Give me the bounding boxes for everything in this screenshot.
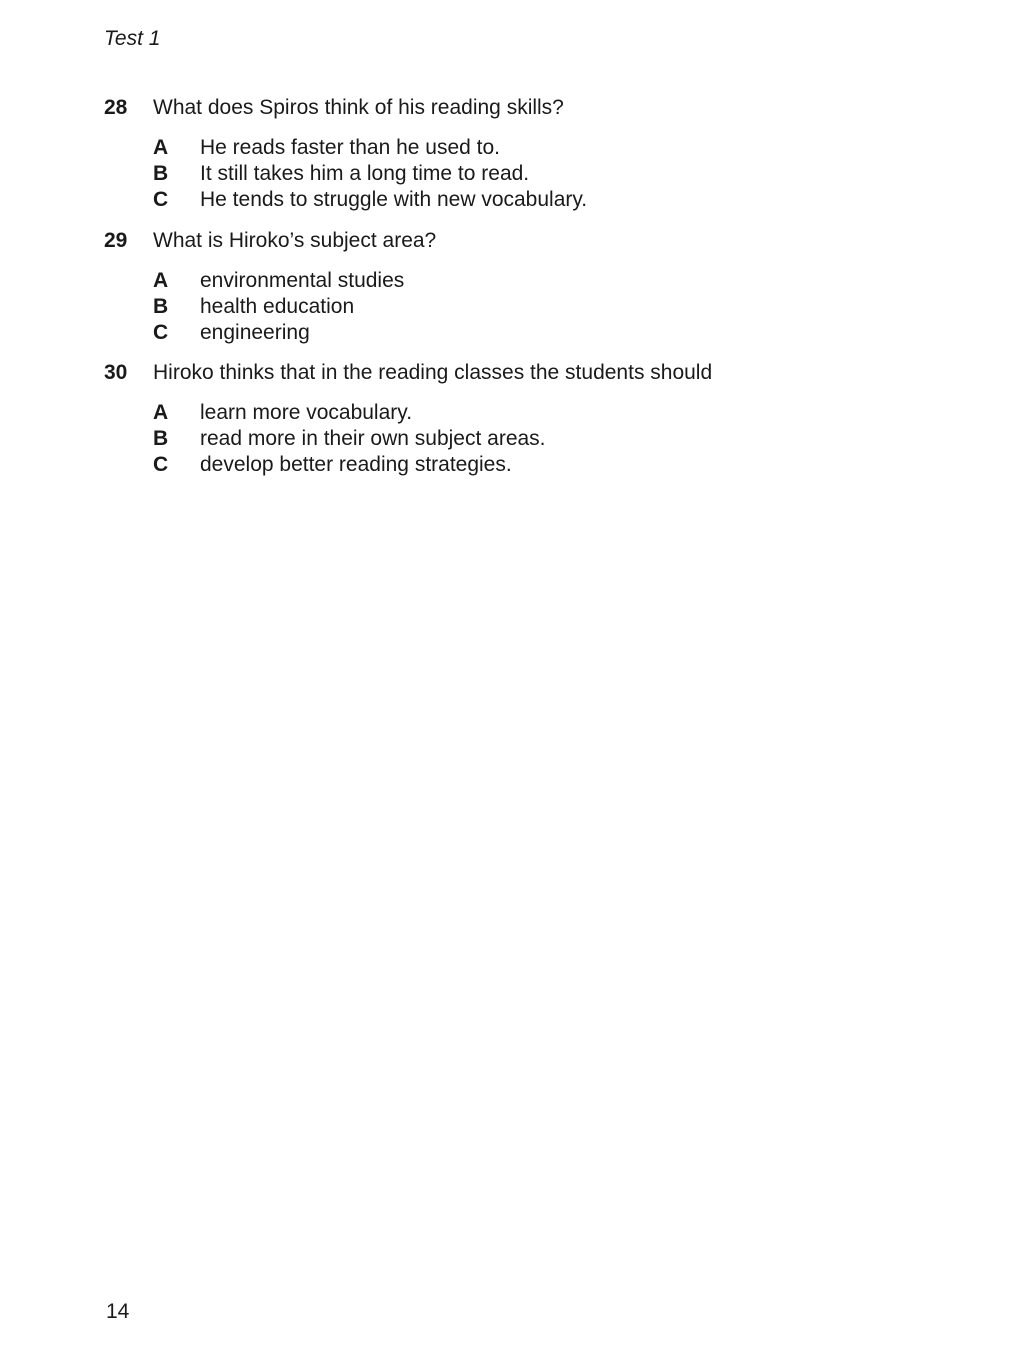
page-header: Test 1 — [104, 27, 161, 50]
option-letter: A — [153, 401, 169, 424]
question-text: What is Hiroko’s subject area? — [153, 229, 437, 252]
option-letter: A — [153, 269, 169, 292]
option-letter: C — [153, 188, 169, 211]
question-30 — [104, 360, 904, 478]
question-number: 29 — [104, 229, 128, 252]
option-list — [153, 400, 904, 478]
option-a[interactable] — [153, 135, 904, 161]
option-letter: B — [153, 295, 169, 318]
option-b[interactable] — [153, 294, 904, 320]
question-text: Hiroko thinks that in the reading classes the students should — [153, 361, 713, 384]
option-text: It still takes him a long time to read. — [200, 162, 530, 185]
option-text: learn more vocabulary. — [200, 401, 413, 424]
option-c[interactable] — [153, 187, 904, 213]
question-text: What does Spiros think of his reading skills? — [153, 96, 564, 119]
question-number: 30 — [104, 361, 128, 384]
question-heading — [104, 95, 904, 121]
option-letter: C — [153, 321, 169, 344]
option-b[interactable] — [153, 426, 904, 452]
option-c[interactable] — [153, 320, 904, 346]
option-text: develop better reading strategies. — [200, 453, 512, 476]
option-text: engineering — [200, 321, 310, 344]
option-b[interactable] — [153, 161, 904, 187]
option-text: He tends to struggle with new vocabulary. — [200, 188, 588, 211]
question-29 — [104, 228, 904, 346]
option-a[interactable] — [153, 400, 904, 426]
option-text: health education — [200, 295, 355, 318]
page-number: 14 — [106, 1300, 130, 1323]
option-a[interactable] — [153, 268, 904, 294]
option-letter: A — [153, 136, 169, 159]
option-letter: C — [153, 453, 169, 476]
option-text: read more in their own subject areas. — [200, 427, 546, 450]
question-number: 28 — [104, 96, 128, 119]
question-28 — [104, 95, 904, 213]
option-list — [153, 268, 904, 346]
option-text: He reads faster than he used to. — [200, 136, 501, 159]
question-heading — [104, 360, 904, 386]
option-letter: B — [153, 427, 169, 450]
option-c[interactable] — [153, 452, 904, 478]
question-heading — [104, 228, 904, 254]
option-text: environmental studies — [200, 269, 405, 292]
option-letter: B — [153, 162, 169, 185]
option-list — [153, 135, 904, 213]
